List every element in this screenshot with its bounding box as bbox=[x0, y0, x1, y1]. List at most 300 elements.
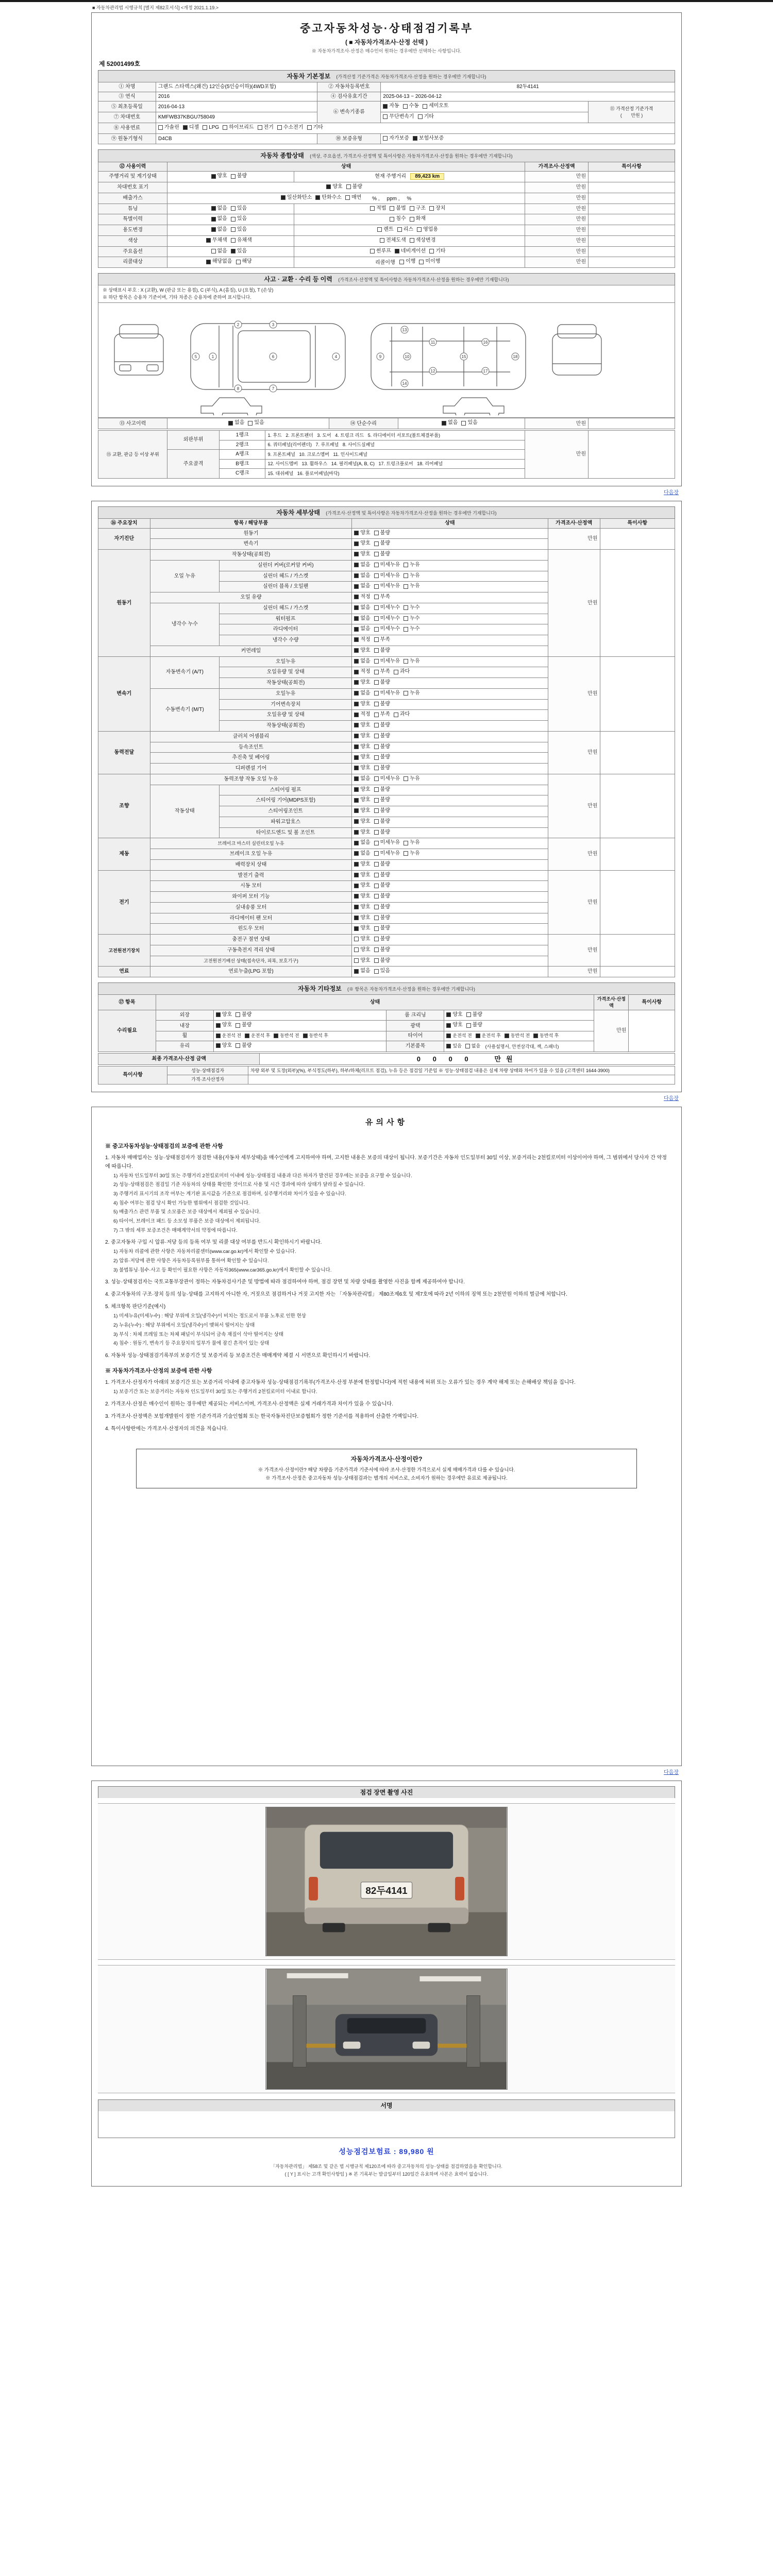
checkbox-option[interactable]: 불량 bbox=[374, 882, 390, 889]
checkbox-option[interactable]: 양호 bbox=[354, 807, 370, 815]
table-cell: 브레이크 마스터 실린더오일 누유 bbox=[150, 838, 352, 849]
checkbox-option[interactable]: 누유 bbox=[404, 775, 419, 783]
table-row bbox=[98, 431, 675, 440]
checkbox-option[interactable]: 전체도색 bbox=[380, 237, 406, 244]
checkbox-box bbox=[404, 851, 408, 856]
checkbox-option[interactable]: 양호 bbox=[354, 679, 370, 686]
checkbox-option[interactable]: 양호 bbox=[446, 1022, 462, 1029]
table-cell bbox=[352, 764, 548, 774]
checkbox-option[interactable]: 있음 bbox=[231, 226, 247, 233]
table-cell: 차량 외부 및 도장(외부)(%), 부식정도(하부), 하부/하체(리프트 점검), 누유 등은 점검일 기준임 ※ 성능·상태점검 내용은 실제 차량 상태와 차이가 있을 수 있음 (고객센터 1644-3900) bbox=[248, 1066, 675, 1075]
checkbox-box bbox=[274, 1033, 278, 1038]
checkbox-option[interactable]: 미세누유 bbox=[374, 658, 400, 665]
checkbox-option[interactable]: 양호 bbox=[354, 530, 370, 537]
checkbox-option[interactable]: 해당 bbox=[236, 258, 252, 265]
table-cell: 유리 bbox=[156, 1041, 213, 1052]
checkbox-box bbox=[374, 862, 379, 867]
checkbox-box bbox=[231, 217, 236, 222]
checkbox-box bbox=[404, 627, 408, 632]
table-cell bbox=[213, 1021, 386, 1031]
table-row bbox=[98, 774, 675, 785]
table-cell: ③ 연식 bbox=[98, 92, 156, 101]
notice-line: 4) 침수 : 원동기, 변속기 등 주요장치의 일부가 물에 잠긴 흔적이 있는 상태 bbox=[113, 1341, 270, 1347]
checkbox-option[interactable]: 불량 bbox=[236, 1022, 251, 1029]
notices-title: 유의사항 bbox=[365, 1117, 408, 1127]
next-page-link[interactable]: 다음장 bbox=[664, 1769, 679, 1775]
table-cell bbox=[352, 892, 548, 903]
checkbox-option[interactable]: 구조 bbox=[410, 205, 426, 212]
checkbox-option[interactable]: 운전석 전 bbox=[446, 1032, 472, 1039]
notice-line: ※ 중고자동차성능·상태점검의 보증에 관한 사항 bbox=[105, 1143, 223, 1149]
table-cell bbox=[352, 849, 548, 860]
checkbox-option[interactable]: 적정 bbox=[354, 594, 370, 601]
checkbox-option[interactable]: 운전석 전 bbox=[216, 1032, 241, 1039]
checkbox-option[interactable]: 누유 bbox=[404, 572, 419, 580]
checkbox-box bbox=[374, 573, 379, 578]
checkbox-option[interactable]: 미세누수 bbox=[374, 615, 400, 622]
insurance-fee: 성능점검보험료 : 89,980 원 bbox=[339, 2147, 434, 2156]
table-cell: 82두4141 bbox=[381, 82, 675, 92]
checkbox-box bbox=[354, 937, 359, 941]
checkbox-box bbox=[354, 616, 359, 621]
checkbox-option[interactable]: 해당없음 bbox=[206, 258, 232, 265]
checkbox-option[interactable]: 있음 bbox=[461, 419, 477, 427]
checkbox-option[interactable]: 미세누유 bbox=[374, 572, 400, 580]
checkbox-box bbox=[419, 260, 424, 264]
checkbox-box bbox=[374, 884, 379, 888]
checkbox-option[interactable]: 없음 bbox=[354, 839, 370, 846]
checkbox-option[interactable]: 양호 bbox=[446, 1011, 462, 1019]
checkbox-option[interactable]: 없음 bbox=[211, 248, 227, 255]
checkbox-option[interactable]: 없음 bbox=[354, 604, 370, 612]
checkbox-option[interactable]: 전기 bbox=[258, 124, 274, 131]
checkbox-option[interactable]: 불량 bbox=[374, 679, 390, 686]
checkbox-option[interactable]: 없음 bbox=[354, 658, 370, 665]
checkbox-option[interactable]: 수소전기 bbox=[277, 124, 304, 131]
checkbox-option[interactable]: 양호 bbox=[354, 904, 370, 911]
checkbox-option[interactable]: 적정 bbox=[354, 711, 370, 718]
checkbox-option[interactable]: 양호 bbox=[354, 925, 370, 932]
checkbox-option[interactable]: 디젤 bbox=[183, 124, 199, 131]
checkbox-option[interactable]: 누유 bbox=[404, 562, 419, 569]
checkbox-box bbox=[354, 723, 359, 727]
checkbox-option[interactable]: 불량 bbox=[374, 551, 390, 558]
table-cell: 만원 bbox=[594, 1010, 629, 1052]
table-row bbox=[98, 123, 675, 133]
checkbox-option[interactable]: 썬루프 bbox=[370, 248, 391, 255]
checkbox-box bbox=[354, 916, 359, 920]
checkbox-option[interactable]: 있음 bbox=[248, 419, 264, 427]
checkbox-option[interactable]: 불량 bbox=[236, 1011, 251, 1019]
table-cell: 12. 사이드멤버 13. 휠하우스 14. 필러패널(A, B, C) 17. 트렁크플로어 18. 리어패널 bbox=[265, 459, 525, 469]
table-row bbox=[98, 528, 675, 539]
checkbox-box bbox=[404, 616, 408, 621]
checkbox-box bbox=[354, 531, 359, 535]
checkbox-option[interactable]: 불법 bbox=[390, 205, 406, 212]
checkbox-option[interactable]: 불량 bbox=[374, 786, 390, 793]
checkbox-box bbox=[390, 206, 394, 211]
checkbox-option[interactable]: 누유 bbox=[404, 658, 419, 665]
checkbox-option[interactable]: 운전석 후 bbox=[476, 1032, 501, 1039]
checkbox-option[interactable]: 동반석 후 bbox=[303, 1032, 328, 1039]
checkbox-option[interactable]: 영업용 bbox=[417, 226, 438, 233]
checkbox-option[interactable]: 자가보증 bbox=[383, 135, 409, 142]
checkbox-option[interactable]: 누유 bbox=[404, 583, 419, 590]
checkbox-option[interactable]: 불량 bbox=[374, 914, 390, 922]
checkbox-option[interactable]: 불량 bbox=[374, 796, 390, 804]
checkbox-option[interactable]: 동반석 후 bbox=[533, 1032, 559, 1039]
checkbox-option[interactable]: 부족 bbox=[374, 668, 390, 675]
checkbox-option[interactable]: 없음 bbox=[354, 775, 370, 783]
next-page-link[interactable]: 다음장 bbox=[664, 1095, 679, 1101]
checkbox-box bbox=[383, 114, 388, 119]
checkbox-option[interactable]: 세미오토 bbox=[423, 103, 449, 110]
checkbox-box bbox=[354, 563, 359, 567]
table-cell bbox=[167, 172, 294, 182]
checkbox-box bbox=[236, 1043, 240, 1048]
checkbox-option[interactable]: 부족 bbox=[374, 711, 390, 718]
table-cell bbox=[352, 817, 548, 827]
checkbox-option[interactable]: 미세누유 bbox=[374, 850, 400, 857]
table-cell bbox=[444, 1021, 594, 1031]
checkbox-option[interactable]: 없음 bbox=[354, 572, 370, 580]
footer-line-2: ( [ Y ] 표시는 고객 확인사항임 ) ※ 본 기록부는 발급일부터 120일간 유효하며 사본은 효력이 없습니다. bbox=[284, 2171, 489, 2177]
checkbox-option[interactable]: 불량 bbox=[231, 173, 247, 180]
checkbox-option[interactable]: LPG bbox=[203, 124, 219, 131]
checkbox-option[interactable]: 불량 bbox=[236, 1042, 251, 1049]
checkbox-option[interactable]: 기타 bbox=[429, 248, 445, 255]
table-cell bbox=[444, 1031, 594, 1041]
checkbox-option[interactable]: 양호 bbox=[354, 765, 370, 772]
notice-line: 2. 중고자동차 구입 시 압류·저당 등의 등록 여부 및 리콜 대상 여부를 반드시 확인하시기 바랍니다. bbox=[105, 1240, 322, 1246]
table-cell: 만원 bbox=[525, 182, 589, 193]
checkbox-option[interactable]: 불량 bbox=[374, 722, 390, 729]
page-note: ※ 자동차가격조사·산정은 매수인이 원하는 경우에만 선택하는 사항입니다. bbox=[311, 48, 462, 54]
checkbox-option[interactable]: 없음 bbox=[354, 690, 370, 697]
checkbox-option[interactable]: 있음 bbox=[231, 205, 247, 212]
checkbox-option[interactable]: 불량 bbox=[466, 1011, 482, 1019]
checkbox-option[interactable]: 가솔린 bbox=[158, 124, 179, 131]
checkbox-option[interactable]: 부족 bbox=[374, 594, 390, 601]
checkbox-option[interactable]: 불량 bbox=[466, 1022, 482, 1029]
checkbox-box bbox=[461, 421, 466, 426]
checkbox-option[interactable]: 양호 bbox=[216, 1011, 232, 1019]
checkbox-box bbox=[374, 744, 379, 749]
table-cell: 튜닝 bbox=[98, 204, 167, 214]
table-cell: 파워고압호스 bbox=[219, 817, 351, 827]
section-detail-state bbox=[91, 501, 682, 1092]
checkbox-option[interactable]: 양호 bbox=[216, 1022, 232, 1029]
checkbox-option[interactable]: 누유 bbox=[404, 690, 419, 697]
checkbox-option[interactable]: 장치 bbox=[429, 205, 445, 212]
checkbox-option[interactable]: 양호 bbox=[354, 647, 370, 654]
table-cell bbox=[352, 560, 548, 571]
checkbox-option[interactable]: 불량 bbox=[374, 904, 390, 911]
table-cell: 기어변속장치 bbox=[219, 699, 351, 710]
checkbox-box bbox=[354, 670, 359, 674]
checkbox-box bbox=[354, 766, 359, 770]
next-page-link[interactable]: 다음장 bbox=[664, 489, 679, 496]
checkbox-option[interactable]: 양호 bbox=[354, 893, 370, 900]
table-cell bbox=[352, 967, 548, 977]
table-cell: 배력장치 상태 bbox=[150, 859, 352, 870]
checkbox-option[interactable]: 양호 bbox=[354, 722, 370, 729]
checkbox-option[interactable]: 양호 bbox=[354, 818, 370, 825]
page-title: 중고자동차성능·상태점검기록부 bbox=[300, 23, 473, 35]
checkbox-option[interactable]: 불량 bbox=[374, 530, 390, 537]
notice-line: 3) 부식 : 차체 프레임 또는 차체 패널이 부식되어 금속 재질이 삭아 떨어지는 상태 bbox=[113, 1331, 283, 1337]
checkbox-option[interactable]: 불량 bbox=[374, 754, 390, 761]
table-cell: 변속기 bbox=[98, 656, 150, 731]
table-cell: 디퍼렌셜 기어 bbox=[150, 764, 352, 774]
checkbox-option[interactable]: 기타 bbox=[418, 113, 434, 121]
checkbox-box bbox=[374, 776, 379, 781]
checkbox-option[interactable]: 부족 bbox=[374, 636, 390, 643]
table-row bbox=[98, 1075, 675, 1084]
checkbox-option[interactable]: 탄화수소 bbox=[315, 194, 342, 201]
checkbox-option[interactable]: 양호 bbox=[326, 183, 342, 191]
table-cell: B랭크 bbox=[219, 459, 265, 469]
checkbox-option[interactable]: 양호 bbox=[354, 733, 370, 740]
checkbox-option[interactable]: 미세누유 bbox=[374, 583, 400, 590]
checkbox-box bbox=[281, 195, 285, 200]
table-cell bbox=[600, 528, 675, 550]
checkbox-option[interactable]: 이행 bbox=[399, 258, 415, 265]
checkbox-option[interactable]: 없음 bbox=[354, 583, 370, 590]
checkbox-option[interactable]: 리스 bbox=[397, 226, 413, 233]
checkbox-option[interactable]: 양호 bbox=[354, 936, 370, 943]
checkbox-option[interactable]: 없음 bbox=[354, 850, 370, 857]
checkbox-option[interactable]: 있음 bbox=[374, 968, 390, 975]
checkbox-option[interactable]: 없음 bbox=[211, 215, 227, 223]
checkbox-option[interactable]: 적법 bbox=[370, 205, 386, 212]
checkbox-option[interactable]: 기타 bbox=[307, 124, 323, 131]
checkbox-option[interactable]: 화재 bbox=[410, 215, 426, 223]
checkbox-box bbox=[505, 1033, 509, 1038]
checkbox-option[interactable]: 불량 bbox=[374, 925, 390, 932]
checkbox-option[interactable]: 불량 bbox=[374, 829, 390, 836]
table-cell: 그랜드 스타렉스(왜건) 12인승(5인승이하)(4WD포함) bbox=[156, 82, 317, 92]
checkbox-option[interactable]: 미세누유 bbox=[374, 839, 400, 846]
checkbox-box bbox=[374, 734, 379, 738]
checkbox-box bbox=[374, 552, 379, 556]
checkbox-option[interactable]: 양호 bbox=[354, 861, 370, 868]
checkbox-option[interactable]: 불량 bbox=[374, 540, 390, 547]
checkbox-option[interactable]: 불량 bbox=[374, 647, 390, 654]
table-cell bbox=[352, 870, 548, 881]
table-row bbox=[98, 257, 675, 268]
checkbox-option[interactable]: 누유 bbox=[404, 850, 419, 857]
state-mark-legend bbox=[98, 285, 675, 302]
table-cell bbox=[589, 418, 675, 429]
checkbox-option[interactable]: 불량 bbox=[374, 936, 390, 943]
checkbox-option[interactable]: 없음 bbox=[354, 615, 370, 622]
checkbox-option[interactable]: 누수 bbox=[404, 625, 419, 633]
table-cell bbox=[213, 1010, 386, 1021]
checkbox-option[interactable]: 미세누유 bbox=[374, 775, 400, 783]
checkbox-option[interactable]: 보험사보증 bbox=[413, 135, 444, 142]
checkbox-box bbox=[410, 238, 414, 243]
checkbox-box bbox=[374, 563, 379, 567]
table-cell: 라디에이터 팬 모터 bbox=[150, 913, 352, 924]
checkbox-option[interactable]: 양호 bbox=[354, 914, 370, 922]
checkbox-option[interactable]: 양호 bbox=[354, 743, 370, 751]
table-cell: ⑬ 사고이력 bbox=[98, 418, 167, 429]
checkbox-option[interactable]: 불량 bbox=[374, 765, 390, 772]
checkbox-option[interactable]: 양호 bbox=[354, 957, 370, 964]
table-cell: 실린더 헤드 / 가스켓 bbox=[219, 571, 351, 582]
table-cell bbox=[352, 881, 548, 892]
checkbox-option[interactable]: 양호 bbox=[354, 551, 370, 558]
checkbox-option[interactable]: 양호 bbox=[354, 701, 370, 708]
checkbox-option[interactable]: 유채색 bbox=[231, 237, 252, 244]
table-cell: 만원 bbox=[525, 246, 589, 257]
checkbox-option[interactable]: 불량 bbox=[374, 818, 390, 825]
checkbox-box bbox=[354, 552, 359, 556]
checkbox-option[interactable]: 불량 bbox=[374, 743, 390, 751]
table-cell: 상태 bbox=[156, 995, 594, 1010]
table-cell bbox=[352, 688, 548, 699]
checkbox-option[interactable]: 양호 bbox=[211, 173, 227, 180]
table-cell bbox=[589, 172, 675, 182]
checkbox-option[interactable]: 없음 bbox=[354, 968, 370, 975]
table-cell: 조향 bbox=[98, 774, 150, 838]
checkbox-option[interactable]: 동반석 전 bbox=[274, 1032, 299, 1039]
table-cell bbox=[629, 1010, 675, 1052]
table-cell bbox=[352, 603, 548, 614]
checkbox-option[interactable]: 없음 bbox=[354, 562, 370, 569]
checkbox-option[interactable]: 양호 bbox=[354, 872, 370, 879]
checkbox-option[interactable]: 없음 bbox=[354, 625, 370, 633]
legend-line-1: ※ 상태표시 부호 : X (교환), W (판금 또는 용접), C (부식), A (흠집), U (요철), T (손상) bbox=[103, 287, 274, 293]
checkbox-option[interactable]: 과다 bbox=[394, 668, 410, 675]
checkbox-option[interactable]: 불량 bbox=[374, 807, 390, 815]
table-row bbox=[98, 1053, 675, 1065]
table-row bbox=[98, 92, 675, 101]
checkbox-option[interactable]: 네비게이션 bbox=[395, 248, 426, 255]
checkbox-option[interactable]: 렌트 bbox=[377, 226, 393, 233]
checkbox-option[interactable]: 양호 bbox=[216, 1042, 232, 1049]
checkbox-option[interactable]: 운전석 후 bbox=[245, 1032, 270, 1039]
checkbox-option[interactable]: 미세누유 bbox=[374, 690, 400, 697]
notice-line: 4. 특이사항란에는 가격조사·산정자의 의견을 적습니다. bbox=[105, 1426, 228, 1432]
accident-history bbox=[98, 418, 675, 429]
checkbox-option[interactable]: 누수 bbox=[404, 604, 419, 612]
checkbox-option[interactable]: 있음 bbox=[231, 215, 247, 223]
checkbox-option[interactable]: 불량 bbox=[374, 957, 390, 964]
table-cell bbox=[352, 710, 548, 721]
checkbox-option[interactable]: 양호 bbox=[354, 796, 370, 804]
checkbox-box bbox=[404, 573, 408, 578]
checkbox-option[interactable]: 무채색 bbox=[206, 237, 227, 244]
table-cell bbox=[352, 550, 548, 561]
checkbox-option[interactable]: 누수 bbox=[404, 615, 419, 622]
table-cell bbox=[352, 678, 548, 689]
checkbox-option[interactable]: 없음 bbox=[211, 205, 227, 212]
cell-subtext: ( 만원 ) bbox=[620, 113, 643, 118]
checkbox-box bbox=[370, 249, 375, 253]
checkbox-box bbox=[404, 584, 408, 589]
checkbox-option[interactable]: 동반석 전 bbox=[505, 1032, 530, 1039]
inspection-photo-lift bbox=[265, 1969, 508, 2090]
checkbox-box bbox=[374, 958, 379, 963]
checkbox-option[interactable]: 없음 bbox=[465, 1043, 480, 1049]
checkbox-option[interactable]: 불량 bbox=[374, 893, 390, 900]
checkbox-option[interactable]: 있음 bbox=[446, 1043, 461, 1049]
checkbox-option[interactable]: 미세누유 bbox=[374, 562, 400, 569]
checkbox-option[interactable]: 없음 bbox=[228, 419, 244, 427]
table-cell: 제동 bbox=[98, 838, 150, 870]
checkbox-option[interactable]: 양호 bbox=[354, 829, 370, 836]
checkbox-option[interactable]: 불량 bbox=[346, 183, 362, 191]
table-cell: 클러치 어셈블리 bbox=[150, 731, 352, 742]
table-cell: 구동축전지 격리 상태 bbox=[150, 945, 352, 956]
checkbox-option[interactable]: 수동 bbox=[403, 103, 419, 110]
table-cell: 원동기 bbox=[98, 550, 150, 657]
table-cell: 광택 bbox=[386, 1021, 444, 1031]
checkbox-option[interactable]: 있음 bbox=[231, 248, 247, 255]
checkbox-box bbox=[231, 249, 236, 253]
notice-line: 4) 침수 여부는 점검 당시 확인 가능한 범위에서 점검한 것입니다. bbox=[113, 1200, 250, 1206]
checkbox-option[interactable]: 불량 bbox=[374, 872, 390, 879]
table-cell bbox=[381, 133, 675, 144]
checkbox-option[interactable]: 불량 bbox=[374, 701, 390, 708]
checkbox-option[interactable]: 양호 bbox=[354, 754, 370, 761]
photo-rear-wrap bbox=[98, 1803, 675, 1960]
checkbox-option[interactable]: 무단변속기 bbox=[383, 113, 414, 121]
checkbox-option[interactable]: 매연 bbox=[345, 194, 361, 201]
checkbox-box bbox=[354, 713, 359, 717]
notice-line: 3. 성능·상태점검자는 국토교통부장관이 정하는 자동차검사기준 및 방법에 따라 점검하여야 하며, 점검 장면 및 차량 상태를 촬영한 사진을 함께 제공하여야 합니다. bbox=[105, 1279, 465, 1285]
checkbox-box bbox=[216, 1012, 221, 1017]
checkbox-option[interactable]: 누유 bbox=[404, 839, 419, 846]
checkbox-option[interactable]: 침수 bbox=[390, 215, 406, 223]
table-cell bbox=[589, 431, 675, 479]
checkbox-box bbox=[374, 830, 379, 835]
checkbox-option[interactable]: 적정 bbox=[354, 668, 370, 675]
checkbox-box bbox=[354, 884, 359, 888]
checkbox-option[interactable]: 양호 bbox=[354, 946, 370, 954]
checkbox-option[interactable]: 적정 bbox=[354, 636, 370, 643]
checkbox-option[interactable]: 양호 bbox=[354, 540, 370, 547]
checkbox-option[interactable]: 과다 bbox=[394, 711, 410, 718]
table-cell: 작동상태(공회전) bbox=[219, 678, 351, 689]
checkbox-option[interactable]: 색상변경 bbox=[410, 237, 436, 244]
checkbox-option[interactable]: 양호 bbox=[354, 786, 370, 793]
checkbox-option[interactable]: 미세누수 bbox=[374, 604, 400, 612]
table-cell: 배출가스 bbox=[98, 193, 167, 204]
checkbox-option[interactable]: 양호 bbox=[354, 882, 370, 889]
table-cell: 고전원전기배선 상태(접속단자, 피복, 보호기구) bbox=[150, 956, 352, 967]
table-cell bbox=[589, 204, 675, 214]
checkbox-box bbox=[374, 755, 379, 760]
document-page bbox=[91, 4, 682, 2187]
checkbox-option[interactable]: 미세누수 bbox=[374, 625, 400, 633]
checkbox-box bbox=[211, 217, 216, 222]
diagram-number-label: 9 bbox=[379, 354, 382, 360]
diagram-number-label: 4 bbox=[334, 354, 338, 360]
checkbox-option[interactable]: 없음 bbox=[211, 226, 227, 233]
checkbox-option[interactable]: 일산화탄소 bbox=[281, 194, 312, 201]
checkbox-option[interactable]: 없음 bbox=[442, 419, 458, 427]
checkbox-option[interactable]: 불량 bbox=[374, 733, 390, 740]
checkbox-option[interactable]: 불량 bbox=[374, 861, 390, 868]
checkbox-option[interactable]: 불량 bbox=[374, 946, 390, 954]
table-cell bbox=[352, 667, 548, 678]
checkbox-option[interactable]: 하이브리드 bbox=[223, 124, 254, 131]
checkbox-option[interactable]: 자동 bbox=[383, 103, 399, 110]
checkbox-option[interactable]: 미이행 bbox=[419, 258, 440, 265]
